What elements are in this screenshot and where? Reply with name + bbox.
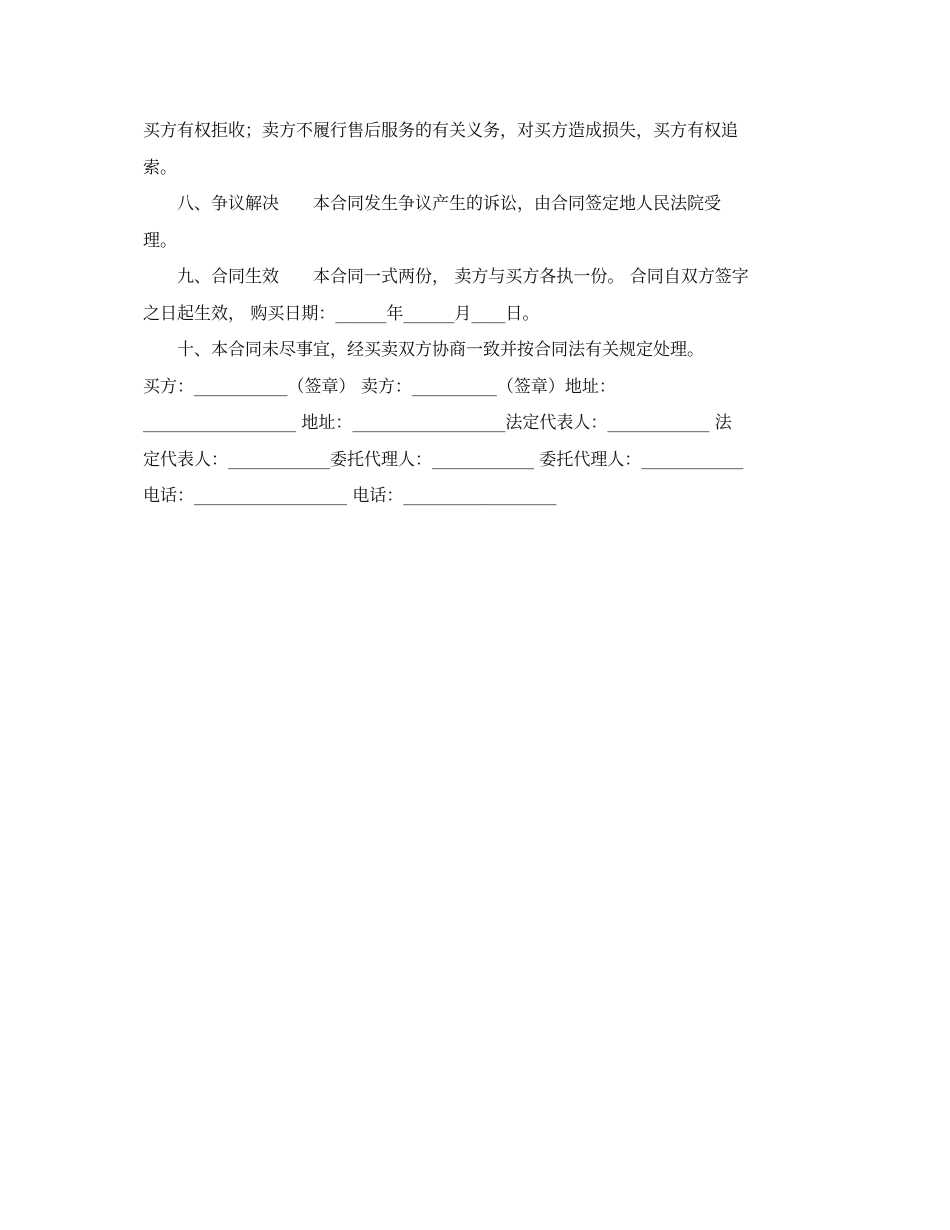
clause-8-end: 理。 <box>143 230 177 251</box>
contract-text <box>143 113 811 515</box>
clause-8-dispute-resolution: 八、争议解决 本合同发生争议产生的诉讼，由合同签定地人民法院受 <box>177 194 721 214</box>
clause-9-effectiveness: 九、合同生效 本合同一式两份， 卖方与买方各执一份。 合同自双方签字 <box>177 267 749 287</box>
signature-address-legal-rep: __________________ 地址：__________________法定代表人：____________ 法 <box>143 413 732 433</box>
signature-legal-rep-agent: 定代表人：____________委托代理人：____________ 委托代理人：____________ <box>143 449 744 470</box>
signature-buyer-seller: 买方：___________（签章） 卖方：__________（签章）地址： <box>143 376 616 397</box>
clause-10-other-matters: 十、本合同未尽事宜，经买卖双方协商一致并按合同法有关规定处理。 <box>177 340 704 360</box>
signature-phone: 电话：__________________ 电话：__________________ <box>143 486 557 506</box>
clause-7-end: 索。 <box>143 157 177 178</box>
clause-7-continuation: 买方有权拒收；卖方不履行售后服务的有关义务，对买方造成损失，买方有权追 <box>143 121 738 141</box>
clause-9-purchase-date: 之日起生效， 购买日期：______年______月____日。 <box>143 303 540 324</box>
